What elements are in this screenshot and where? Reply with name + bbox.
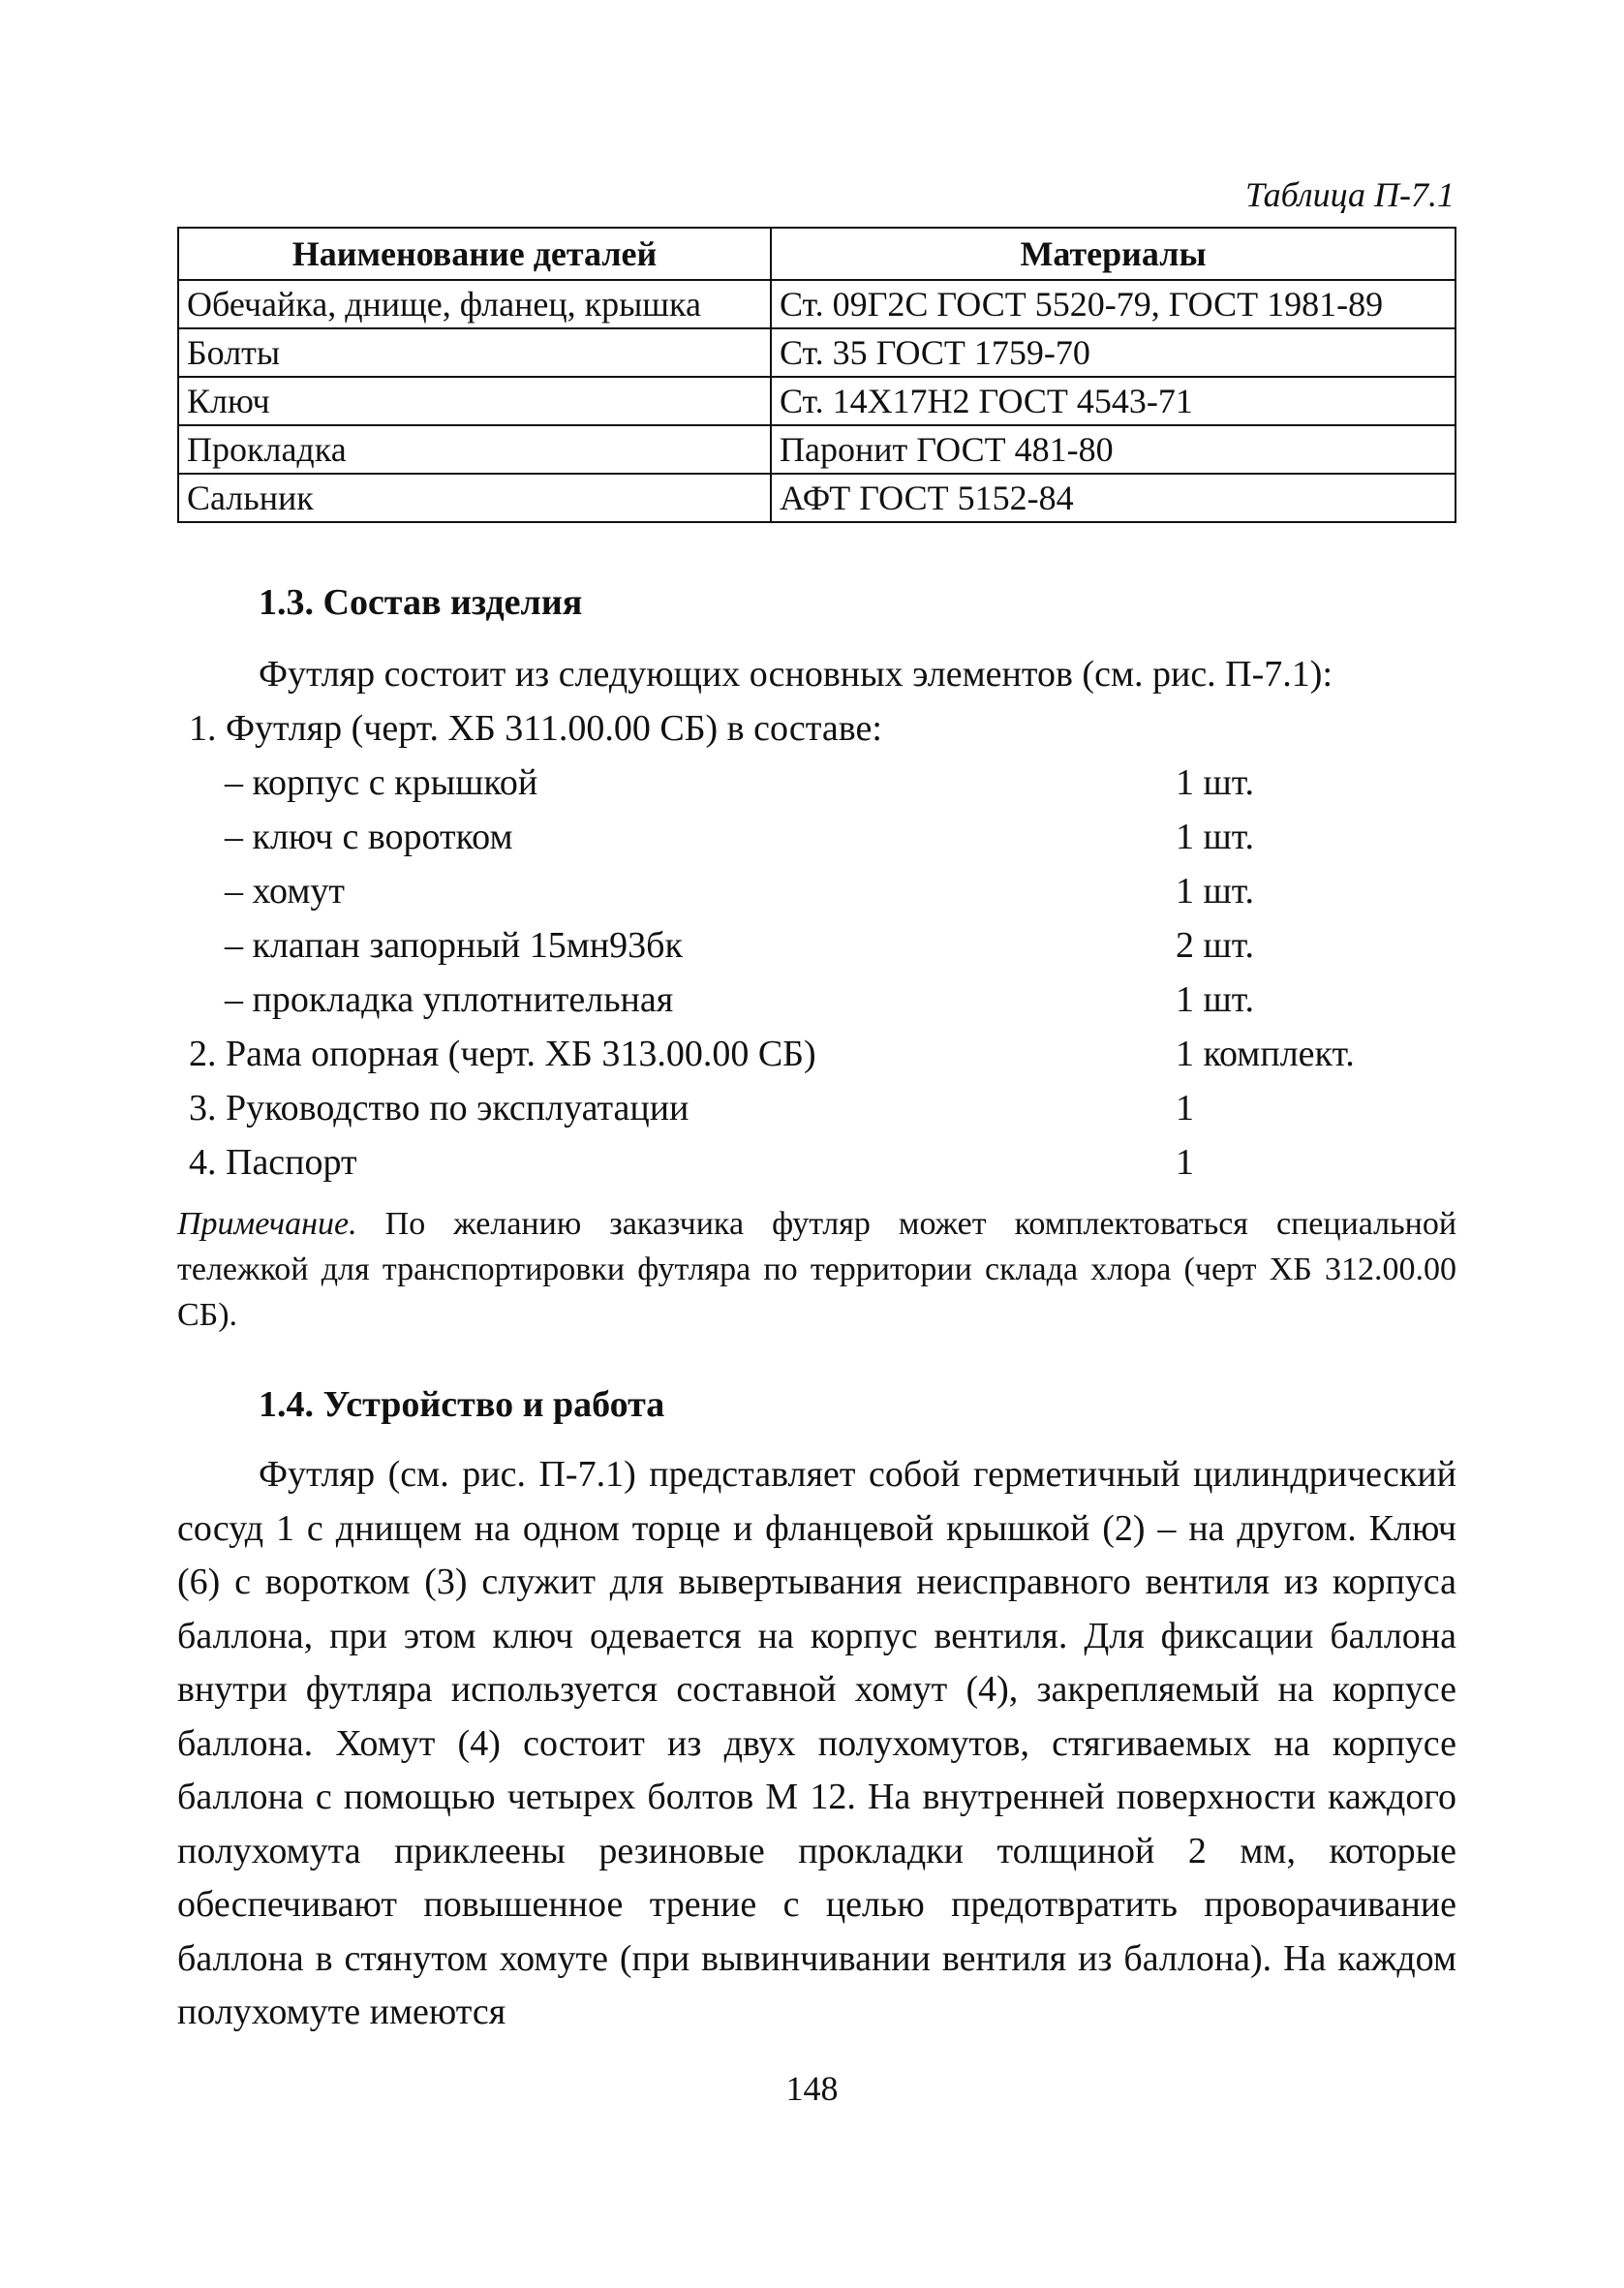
list-item-qty: 1 шт. — [1176, 762, 1255, 803]
section-heading-composition: 1.3. Состав изделия — [259, 582, 583, 623]
list-item-qty: 1 — [1176, 1142, 1194, 1183]
table-cell: Прокладка — [178, 425, 771, 474]
table-cell: АФТ ГОСТ 5152-84 — [771, 474, 1455, 522]
list-item-qty: 1 шт. — [1176, 871, 1255, 912]
composition-intro: Футляр состоит из следующих основных элементов (см. рис. П-7.1): — [259, 654, 1333, 695]
list-item: 2. Рама опорная (черт. ХБ 313.00.00 СБ) — [189, 1034, 816, 1074]
note — [177, 1201, 1456, 1338]
table-row — [178, 474, 1455, 522]
table-cell: Ст. 09Г2С ГОСТ 5520-79, ГОСТ 1981-89 — [771, 280, 1455, 328]
list-item: – корпус с крышкой — [225, 762, 538, 803]
list-item: – ключ с воротком — [225, 817, 513, 857]
table-row — [178, 328, 1455, 377]
table-cell: Паронит ГОСТ 481-80 — [771, 425, 1455, 474]
list-item-qty: 1 шт. — [1176, 979, 1255, 1020]
list-item: – клапан запорный 15мн93бк — [225, 925, 683, 966]
page-number: 148 — [785, 2069, 839, 2108]
list-item: 3. Руководство по эксплуатации — [189, 1088, 689, 1129]
list-item: 4. Паспорт — [189, 1142, 357, 1183]
note-label: Примечание. — [177, 1206, 357, 1242]
list-item-qty: 1 комплект. — [1176, 1034, 1355, 1074]
table-row — [178, 425, 1455, 474]
list-item-qty: 2 шт. — [1176, 925, 1255, 966]
table-caption: Таблица П-7.1 — [1244, 175, 1455, 214]
note-text: По желанию заказчика футляр может комплектоваться специальной тележкой для транспортировки футляра по территории склада хлора (черт ХБ 312.00.00 СБ). — [177, 1206, 1457, 1333]
column-header: Материалы — [771, 228, 1455, 280]
table-cell: Сальник — [178, 474, 771, 522]
table-row — [178, 280, 1455, 328]
design-paragraph: Футляр (см. рис. П-7.1) представляет собой герметичный цилиндрический сосуд 1 с днищем на одном торце и фланцевой крышкой (2) – на другом. Ключ (6) с воротком (3) служит для вывертывания неисправного вентиля из корпуса баллона, при этом ключ одевается на корпус вентиля. Для фиксации баллона внутри футляра используется составной хомут (4), закрепляемый на корпусе баллона. Хомут (4) состоит из двух полухомутов, стягиваемых на корпусе баллона с помощью четырех болтов М 12. На внутренней поверхности каждого полухомута приклеены резиновые прокладки толщиной 2 мм, которые обеспечивают повышенное трение с целью предотвратить проворачивание баллона в стянутом хомуте (при вывинчивании вентиля из баллона). На каждом полухомуте имеются — [177, 1454, 1456, 2032]
table-row — [178, 377, 1455, 425]
list-item: – хомут — [225, 871, 345, 912]
list-item-qty: 1 — [1176, 1088, 1194, 1129]
table-header-row — [178, 228, 1455, 280]
list-item: 1. Футляр (черт. ХБ 311.00.00 СБ) в составе: — [189, 708, 882, 749]
table-cell: Обечайка, днище, фланец, крышка — [178, 280, 771, 328]
list-item: – прокладка уплотнительная — [225, 979, 674, 1020]
table-cell: Болты — [178, 328, 771, 377]
materials-table — [177, 227, 1456, 523]
table-cell: Ст. 35 ГОСТ 1759-70 — [771, 328, 1455, 377]
table-cell: Ст. 14Х17Н2 ГОСТ 4543-71 — [771, 377, 1455, 425]
section-heading-design: 1.4. Устройство и работа — [259, 1384, 665, 1425]
list-item-qty: 1 шт. — [1176, 817, 1255, 857]
table-cell: Ключ — [178, 377, 771, 425]
column-header: Наименование деталей — [178, 228, 771, 280]
